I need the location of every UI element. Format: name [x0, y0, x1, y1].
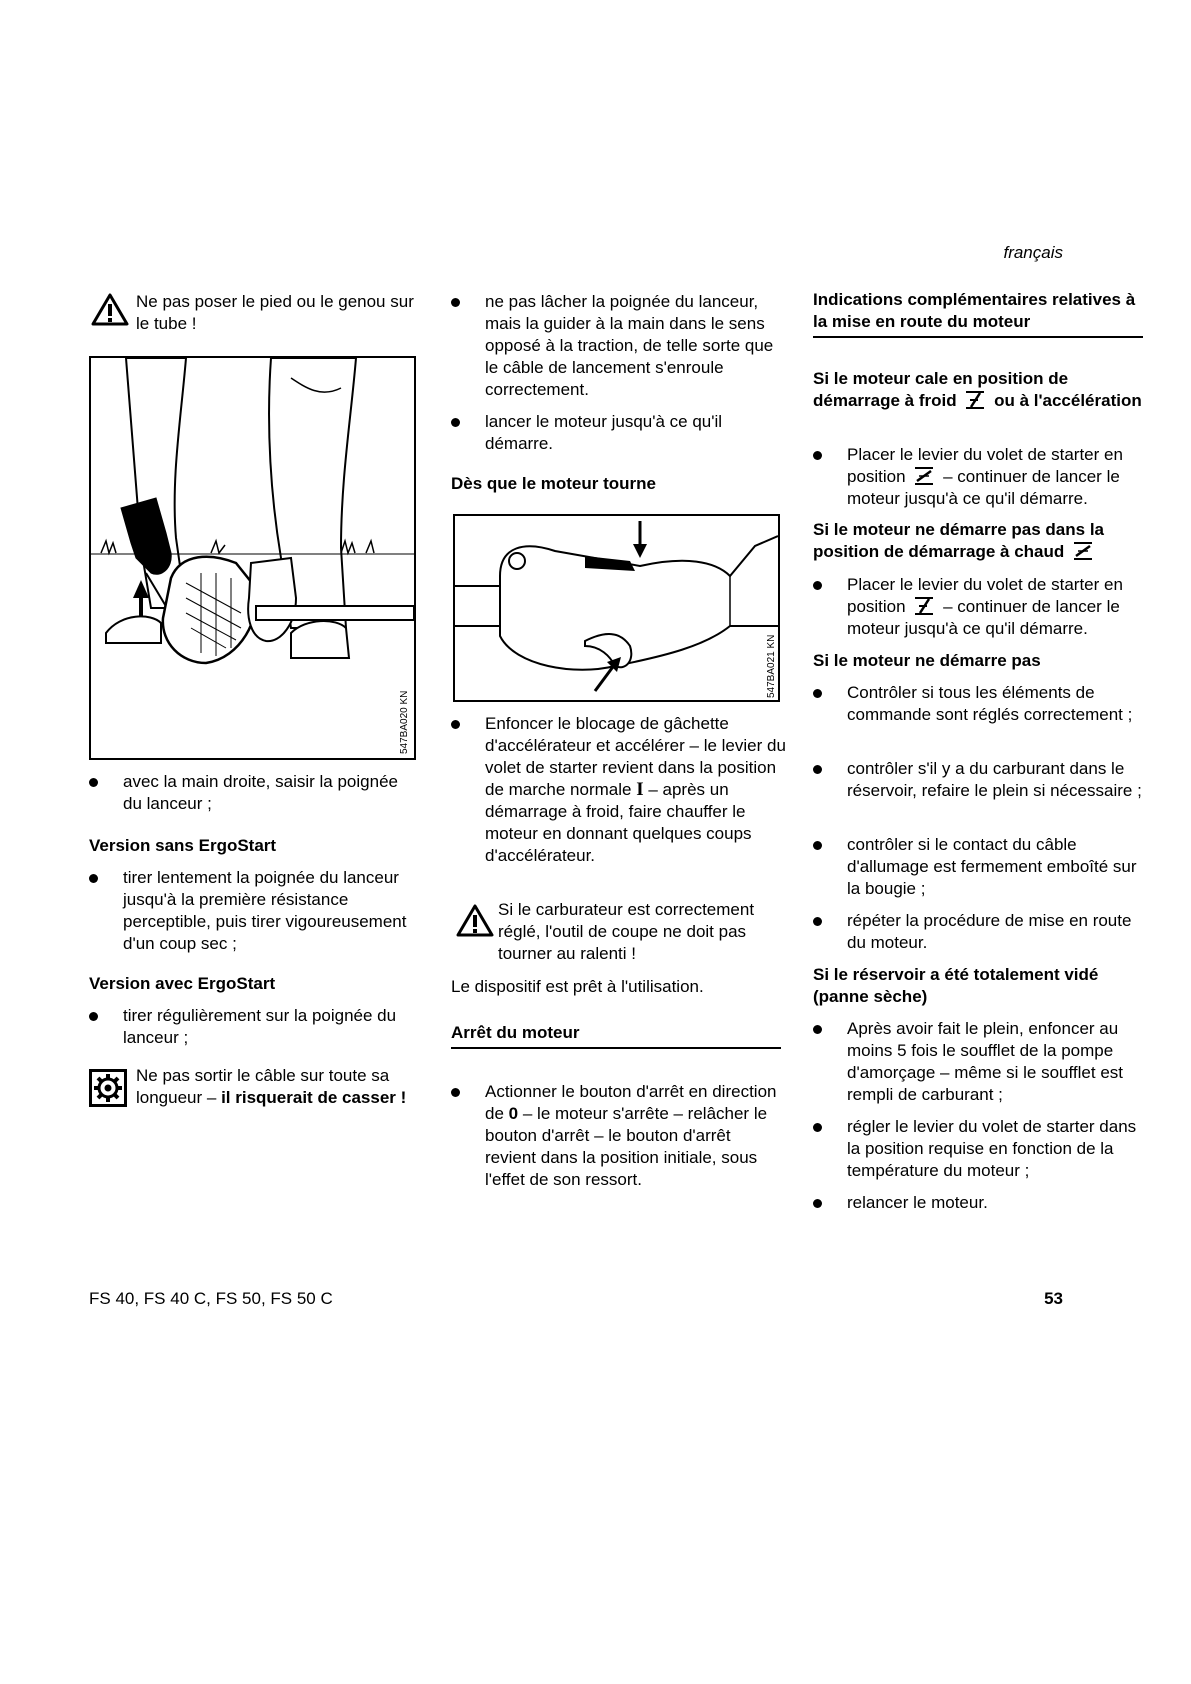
ready-text: Le dispositif est prêt à l'utilisation.: [451, 977, 704, 996]
figure-starting-engine: [89, 356, 416, 760]
list-item: Contrôler si tous les éléments de commande sont réglés correctement ;: [813, 682, 1148, 726]
heading-ne-demarre-pas: Si le moteur ne démarre pas: [813, 651, 1041, 670]
heading-version-avec-ergostart: Version avec ErgoStart: [89, 974, 276, 993]
warm-start-symbol-icon: [913, 466, 935, 486]
heading-demarrage-chaud: Si le moteur ne démarre pas dans la position de démarrage à chaud: [813, 520, 1105, 561]
list-item: contrôler s'il y a du carburant dans le réservoir, refaire le plein si nécessaire ;: [813, 758, 1148, 802]
heading-des-que-moteur-tourne: Dès que le moteur tourne: [451, 474, 656, 493]
heading-arret-du-moteur: Arrêt du moteur: [451, 1023, 580, 1042]
col2-warning-text: Si le carburateur est correctement réglé, l'outil de coupe ne doit pas tourner au ralenti !: [498, 900, 755, 963]
bullet-icon: [89, 1012, 98, 1021]
list-item: répéter la procédure de mise en route du moteur.: [813, 910, 1148, 954]
bullet-icon: [89, 874, 98, 883]
list-item: Placer le levier du volet de starter en position – continuer de lancer le moteur jusqu'à ce qu'il démarre.: [813, 574, 1148, 640]
bullet-icon: [813, 841, 822, 850]
bullet-icon: [813, 451, 822, 460]
cold-start-symbol-icon: [964, 390, 986, 410]
warm-start-symbol-icon: [1072, 541, 1094, 561]
heading-cale-demarrage-froid: Si le moteur cale en position de démarrage à froid ou à l'accélération: [813, 369, 1142, 410]
list-item: Actionner le bouton d'arrêt en direction de 0 – le moteur s'arrête – relâcher le bouton d'arrêt – le bouton d'arrêt revient dans la position initiale, sous l'effet de son ressort.: [451, 1081, 786, 1191]
page-number: 53: [1044, 1289, 1063, 1308]
bullet-icon: [813, 765, 822, 774]
figure-code: 547BA021 KN: [766, 634, 777, 698]
list-item: avec la main droite, saisir la poignée du lanceur ;: [89, 771, 419, 815]
illustration-control-handle: [455, 516, 778, 700]
heading-rule: [451, 1047, 781, 1049]
list-item: tirer lentement la poignée du lanceur jusqu'à la première résistance perceptible, puis tirer vigoureusement d'un coup sec ;: [89, 867, 419, 955]
illustration-person-pulling-starter: [91, 358, 414, 758]
bullet-icon: [813, 689, 822, 698]
bullet-icon: [813, 1199, 822, 1208]
warning-triangle-icon: [456, 904, 494, 937]
bullet-icon: [89, 778, 98, 787]
list-item: Après avoir fait le plein, enfoncer au moins 5 fois le soufflet de la pompe d'amorçage – même si le soufflet est rempli de carburant ;: [813, 1018, 1148, 1106]
run-position-symbol: I: [636, 779, 644, 800]
col1-note: Ne pas sortir le câble sur toute sa longueur – il risquerait de casser !: [136, 1066, 407, 1107]
bullet-icon: [813, 917, 822, 926]
list-item: régler le levier du volet de starter dans la position requise en fonction de la température du moteur ;: [813, 1116, 1148, 1182]
list-item: Placer le levier du volet de starter en position – continuer de lancer le moteur jusqu'à ce qu'il démarre.: [813, 444, 1148, 510]
heading-panne-seche: Si le réservoir a été totalement vidé (panne sèche): [813, 965, 1099, 1006]
col1-warning-text: Ne pas poser le pied ou le genou sur le tube !: [136, 292, 414, 333]
language-label: français: [1003, 243, 1063, 262]
list-item: tirer régulièrement sur la poignée du lanceur ;: [89, 1005, 419, 1049]
heading-version-sans-ergostart: Version sans ErgoStart: [89, 836, 277, 855]
section-title: Indications complémentaires relatives à la mise en route du moteur: [813, 290, 1136, 331]
figure-code: 547BA020 KN: [399, 690, 410, 754]
cold-start-symbol-icon: [913, 596, 935, 616]
bullet-icon: [451, 1088, 460, 1097]
bullet-icon: [813, 1025, 822, 1034]
bullet-icon: [813, 581, 822, 590]
bullet-icon: [451, 720, 460, 729]
list-item: contrôler si le contact du câble d'allumage est fermement emboîté sur la bougie ;: [813, 834, 1148, 900]
bullet-icon: [813, 1123, 822, 1132]
figure-throttle-handle: [453, 514, 780, 702]
warning-triangle-icon: [91, 293, 129, 326]
list-item: lancer le moteur jusqu'à ce qu'il démarre.: [451, 411, 786, 455]
footer-models: FS 40, FS 40 C, FS 50, FS 50 C: [89, 1289, 333, 1308]
list-item: Enfoncer le blocage de gâchette d'accélérateur et accélérer – le levier du volet de starter revient dans la position de marche normale I – après un démarrage à froid, faire chauffer le moteur en donnant quelques coups d'accélérateur.: [451, 713, 786, 867]
list-item: relancer le moteur.: [813, 1192, 1148, 1214]
gear-notice-icon: [89, 1069, 127, 1107]
title-rule: [813, 336, 1143, 338]
bullet-icon: [451, 298, 460, 307]
list-item: ne pas lâcher la poignée du lanceur, mais la guider à la main dans le sens opposé à la traction, de telle sorte que le câble de lancement s'enroule correctement.: [451, 291, 786, 401]
bullet-icon: [451, 418, 460, 427]
